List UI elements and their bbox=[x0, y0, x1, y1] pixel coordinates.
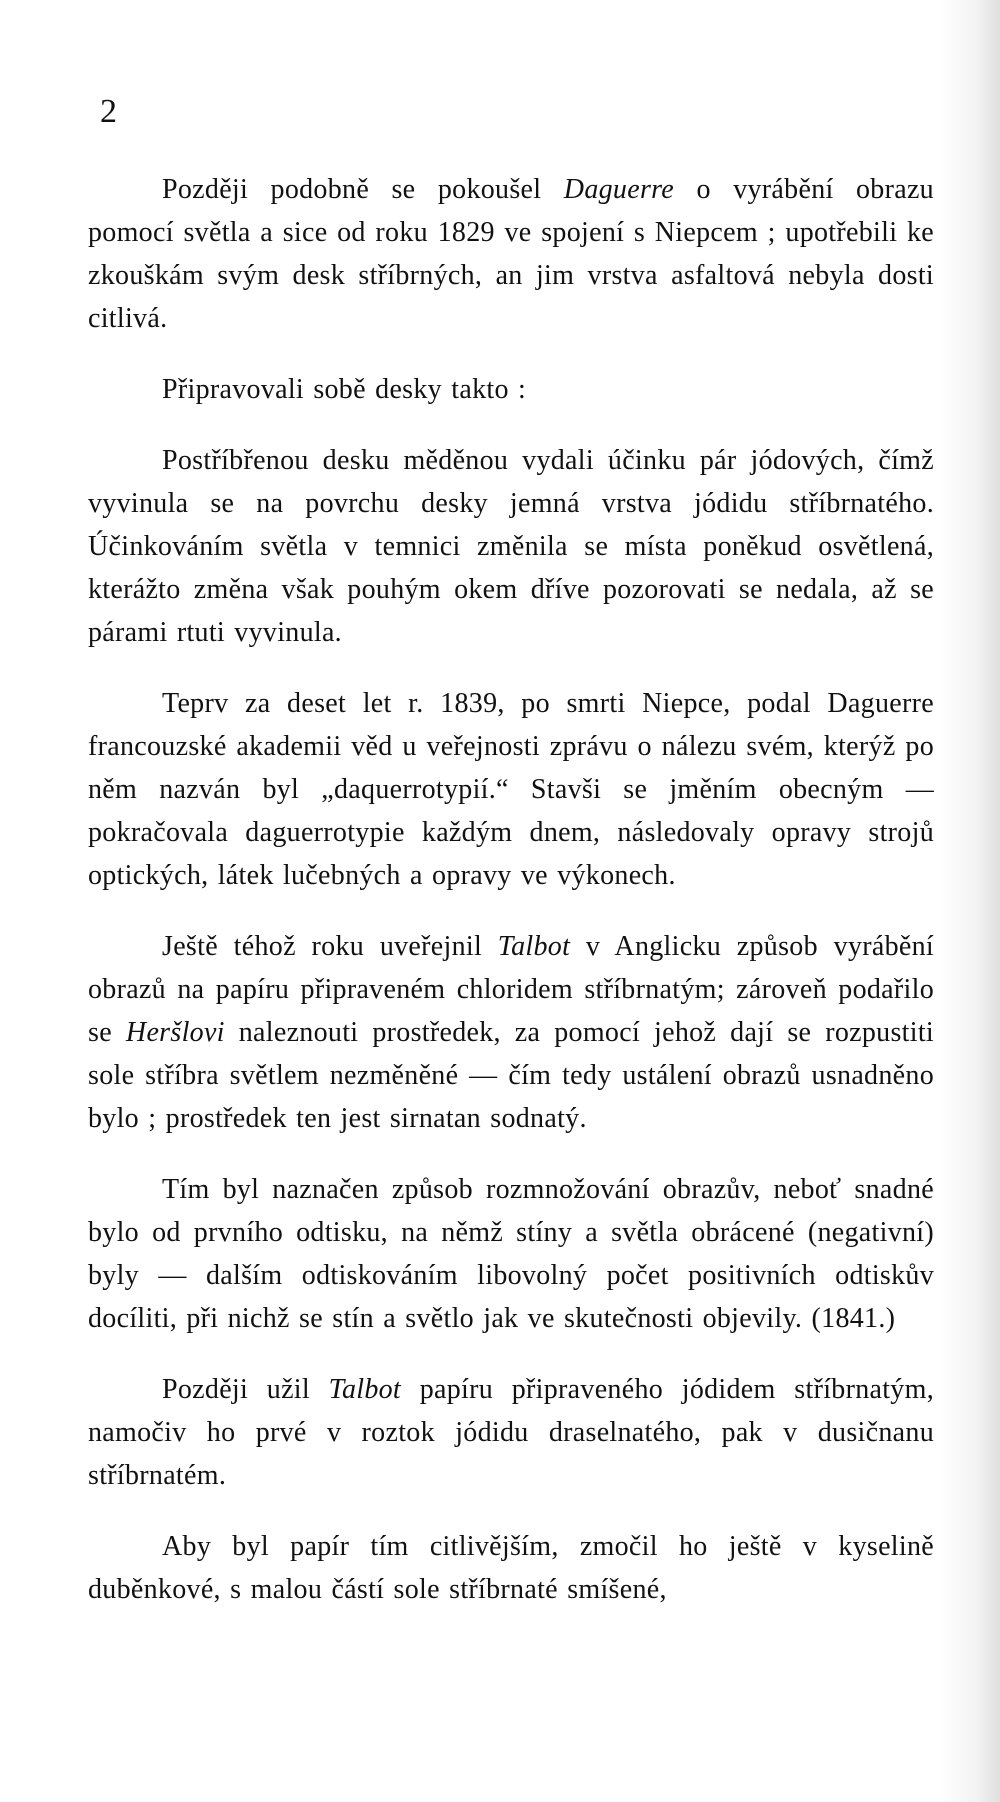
text-segment: Tím byl naznačen způsob rozmnožování obrazův, neboť snadné bylo od prvního odtisku, na němž stíny a světla obrácené (negativní) byly — dalším odtiskováním libovolný počet positivních odtiskův docíliti, při nichž se stín a světlo jak ve skutečnosti objevily. (1841.) bbox=[88, 1174, 934, 1334]
page-edge-shadow bbox=[940, 0, 1000, 1802]
paragraph bbox=[88, 1525, 934, 1611]
paragraph bbox=[88, 1168, 934, 1340]
text-segment: Později podobně se pokoušel bbox=[162, 174, 564, 205]
paragraph bbox=[88, 925, 934, 1140]
text-segment: Postříbřenou desku měděnou vydali účinku pár jódových, čímž vyvinula se na povrchu desky jemná vrstva jódidu stříbrnatého. Účinkováním světla v temnici změnila se místa poněkud osvětlená, kterážto změna však pouhým okem dříve pozorovati se nedala, až se párami rtuti vyvinula. bbox=[88, 445, 934, 648]
italic-name: Talbot bbox=[497, 931, 571, 962]
italic-name: Heršlovi bbox=[125, 1017, 225, 1048]
text-segment: o vyrábění obrazu pomocí světla a sice od roku 1829 ve spojení s Niepcem ; upotřebili ke zkouškám svým desk stříbrných, an jim vrstva asfaltová nebyla dosti citlivá. bbox=[88, 174, 934, 334]
paragraph bbox=[88, 682, 934, 897]
text-segment: Aby byl papír tím citlivějším, zmočil ho ještě v kyselině duběnkové, s malou částí sole stříbrnaté smíšené, bbox=[88, 1531, 934, 1605]
page-number: 2 bbox=[100, 93, 117, 130]
italic-name: Daguerre bbox=[563, 174, 675, 205]
body-text bbox=[88, 168, 934, 1611]
text-segment: Připravovali sobě desky takto : bbox=[162, 374, 527, 405]
paragraph bbox=[88, 439, 934, 654]
text-segment: Později užil bbox=[162, 1374, 329, 1405]
text-segment: Teprv za deset let r. 1839, po smrti Niepce, podal Daguerre francouzské akademii věd u veřejnosti zprávu o nálezu svém, kterýž po něm nazván byl „daquerrotypií.“ Stavši se jměním obecným — pokračovala daguerrotypie každým dnem, následovaly opravy strojů optických, látek lučebných a opravy ve výkonech. bbox=[88, 688, 934, 891]
text-segment: Ještě téhož roku uveřejnil bbox=[162, 931, 498, 962]
text-segment: v Anglicku způsob vyrábění obrazů na papíru připraveném chloridem stříbrnatým; zároveň podařilo se bbox=[88, 931, 934, 1048]
paragraph bbox=[88, 168, 934, 340]
paragraph bbox=[88, 368, 934, 411]
text-segment: papíru připraveného jódidem stříbrnatým, namočiv ho prvé v roztok jódidu draselnatého, pak v dusičnanu stříbrnatém. bbox=[88, 1374, 934, 1491]
paragraph bbox=[88, 1368, 934, 1497]
text-segment: naleznouti prostředek, za pomocí jehož dají se rozpustiti sole stříbra světlem nezměněné — čím tedy ustálení obrazů usnadněno bylo ; prostředek ten jest sirnatan sodnatý. bbox=[88, 1017, 934, 1134]
italic-name: Talbot bbox=[328, 1374, 402, 1405]
